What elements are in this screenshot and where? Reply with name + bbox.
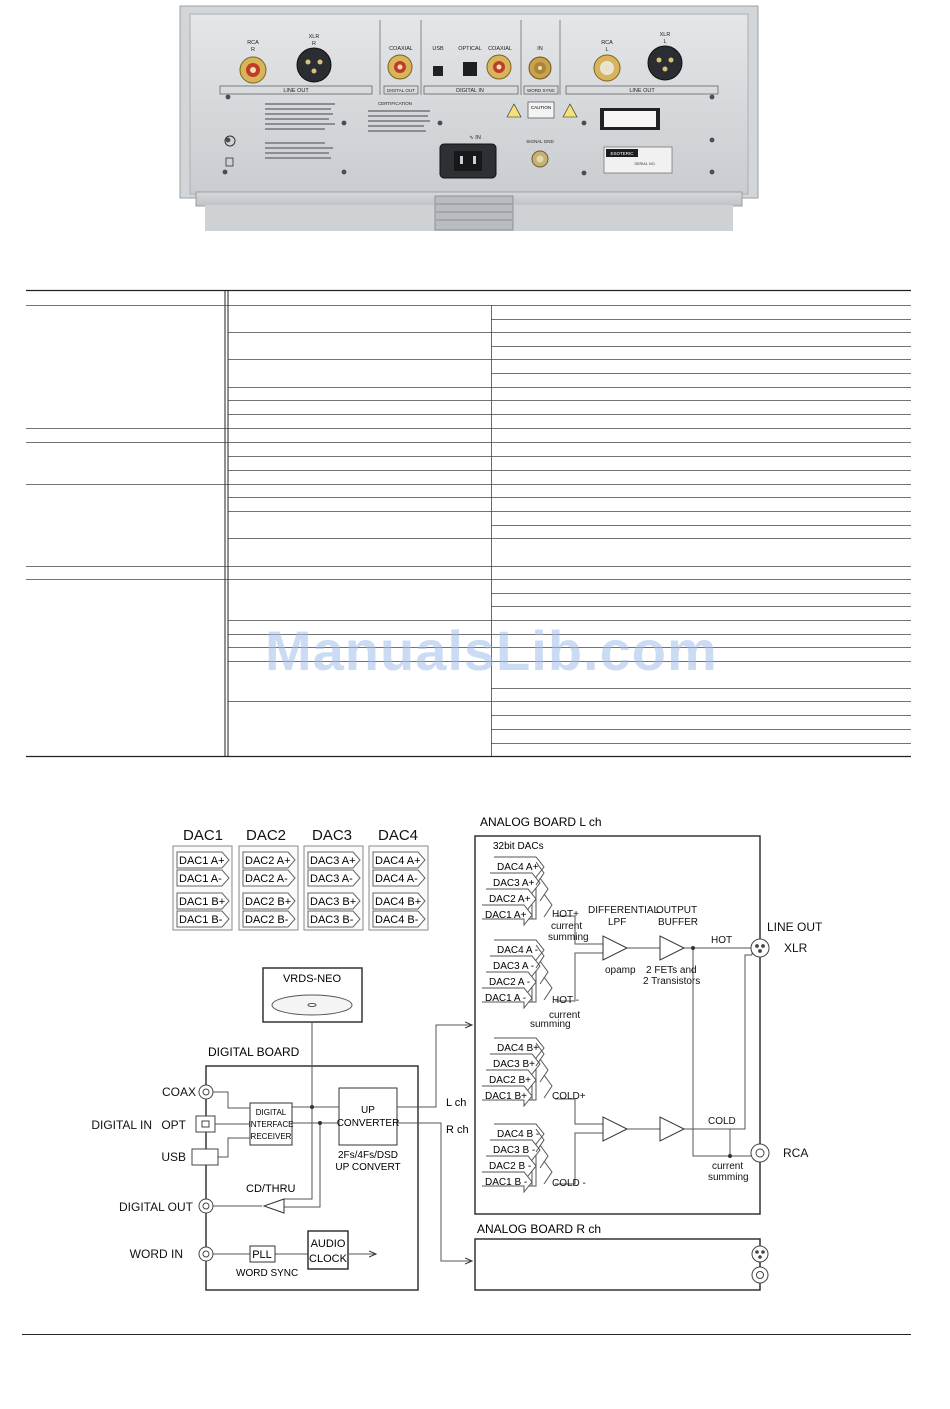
svg-text:L ch: L ch [446, 1097, 467, 1109]
output-buffer-cold-icon [660, 1117, 684, 1141]
analog-board-r-label: ANALOG BOARD R ch [477, 1222, 602, 1236]
svg-text:WORD SYNC: WORD SYNC [236, 1268, 299, 1279]
svg-text:current: current [549, 1010, 581, 1021]
svg-text:DIFFERENTIAL: DIFFERENTIAL [588, 905, 660, 916]
dac-stack-label: DAC3 A+ [493, 878, 535, 889]
svg-text:COLD: COLD [708, 1116, 736, 1127]
svg-text:CERTIFICATION: CERTIFICATION [377, 101, 413, 106]
dac-channel-label: DAC3 B- [310, 914, 354, 926]
svg-text:USB: USB [432, 46, 444, 52]
svg-text:R: R [312, 41, 316, 47]
dac-stack-label: DAC4 A - [497, 945, 539, 956]
svg-text:DIGITAL: DIGITAL [255, 1108, 287, 1117]
svg-text:LINE OUT: LINE OUT [767, 920, 823, 934]
svg-text:XLR: XLR [784, 941, 808, 955]
differential-lpf-hot-icon [603, 936, 627, 960]
svg-text:∿ IN: ∿ IN [469, 135, 481, 141]
svg-text:2 FETs and: 2 FETs and [646, 965, 697, 976]
svg-text:ESOTERIC: ESOTERIC [610, 151, 634, 156]
svg-text:CLOCK: CLOCK [309, 1253, 347, 1265]
differential-lpf-cold-icon [603, 1117, 627, 1141]
svg-text:PLL: PLL [252, 1249, 272, 1261]
svg-text:AUDIO: AUDIO [310, 1238, 346, 1250]
dac-channel-label: DAC2 A+ [245, 855, 291, 867]
dac-stack-label: DAC2 B - [489, 1161, 532, 1172]
vrds-neo-block [263, 968, 362, 1022]
svg-text:COLD+: COLD+ [552, 1091, 586, 1102]
svg-text:R: R [251, 47, 255, 53]
svg-text:opamp: opamp [605, 965, 636, 976]
svg-text:CAUTION: CAUTION [530, 105, 552, 110]
svg-text:USB: USB [161, 1150, 186, 1164]
dac-stack-label: DAC3 B - [493, 1145, 536, 1156]
dac-channel-label: DAC4 B- [375, 914, 419, 926]
svg-text:SIGNAL GND: SIGNAL GND [526, 139, 554, 144]
svg-text:L: L [663, 39, 667, 45]
svg-text:UP CONVERT: UP CONVERT [335, 1162, 401, 1173]
dac-stack-label: DAC1 A+ [485, 910, 527, 921]
dac-channel-label: DAC1 A- [179, 873, 222, 885]
svg-text:summing: summing [708, 1172, 749, 1183]
svg-text:COAXIAL: COAXIAL [488, 46, 512, 52]
svg-text:RECEIVER: RECEIVER [250, 1132, 292, 1141]
dac-stack-label: DAC1 B - [485, 1177, 528, 1188]
svg-text:WORD IN: WORD IN [129, 1247, 183, 1261]
svg-text:OPT: OPT [161, 1118, 186, 1132]
up-converter [339, 1088, 397, 1145]
svg-text:SERIAL NO.: SERIAL NO. [634, 162, 656, 166]
dac-channel-label: DAC2 B- [245, 914, 289, 926]
dac-channel-label: DAC3 A- [310, 873, 353, 885]
svg-text:32bit DACs: 32bit DACs [493, 841, 544, 852]
svg-text:OPTICAL: OPTICAL [458, 46, 482, 52]
dac-channel-label: DAC1 B+ [179, 896, 226, 908]
dac1-header: DAC1 [182, 827, 224, 844]
usb-jack-icon [192, 1149, 218, 1165]
svg-text:HOT -: HOT - [552, 995, 580, 1006]
svg-text:XLR: XLR [659, 32, 671, 38]
watermark: ManualsLib.com [265, 619, 718, 682]
svg-text:HOT: HOT [711, 935, 733, 946]
svg-text:2Fs/4Fs/DSD: 2Fs/4Fs/DSD [337, 1150, 399, 1161]
svg-text:XLR: XLR [308, 34, 320, 40]
stack-hot-plus [482, 857, 552, 925]
svg-text:RCA: RCA [247, 40, 259, 46]
footer-rule [22, 1334, 911, 1335]
dac-stack-label: DAC1 A - [485, 993, 527, 1004]
dac-channel-label: DAC3 B+ [310, 896, 357, 908]
svg-text:IN: IN [537, 46, 543, 52]
svg-text:WORD SYNC: WORD SYNC [527, 88, 555, 93]
dac3-header: DAC3 [311, 827, 353, 844]
dac-stack-label: DAC1 B+ [485, 1091, 527, 1102]
svg-text:R ch: R ch [446, 1124, 469, 1136]
cd-thru-buffer-icon [264, 1199, 284, 1213]
dac-channel-label: DAC4 A- [375, 873, 418, 885]
svg-text:HOT+: HOT+ [552, 909, 579, 920]
dac-stack-label: DAC3 B+ [493, 1059, 535, 1070]
dac-channel-label: DAC1 A+ [179, 855, 225, 867]
svg-text:2 Transistors: 2 Transistors [643, 976, 701, 987]
svg-text:summing: summing [530, 1019, 571, 1030]
dac-stack-label: DAC4 B - [497, 1129, 540, 1140]
svg-text:LINE OUT: LINE OUT [629, 88, 655, 94]
dac-channel-label: DAC4 A+ [375, 855, 421, 867]
svg-text:current: current [551, 921, 583, 932]
digital-board-label: DIGITAL BOARD [208, 1045, 300, 1059]
svg-text:DIGITAL OUT: DIGITAL OUT [118, 1200, 193, 1214]
svg-text:UP: UP [361, 1105, 375, 1116]
dac-channel-label: DAC4 B+ [375, 896, 422, 908]
analog-board-r [475, 1239, 760, 1290]
svg-text:DIGITAL OUT: DIGITAL OUT [387, 88, 415, 93]
analog-board-l-label: ANALOG BOARD L ch [480, 815, 602, 829]
svg-text:COAX: COAX [161, 1085, 196, 1099]
dac4-header: DAC4 [377, 827, 419, 844]
svg-text:CD/THRU: CD/THRU [246, 1183, 296, 1195]
svg-text:DIGITAL IN: DIGITAL IN [456, 88, 484, 94]
dac-stack-label: DAC2 A+ [489, 894, 531, 905]
svg-text:RCA: RCA [783, 1146, 809, 1160]
stack-cold-minus [482, 1124, 552, 1192]
svg-text:summing: summing [548, 932, 589, 943]
dac2-header: DAC2 [245, 827, 287, 844]
stack-hot-minus [482, 940, 552, 1008]
dac-channel-label: DAC1 B- [179, 914, 223, 926]
svg-text:LINE OUT: LINE OUT [283, 88, 309, 94]
dac2-card [239, 846, 298, 930]
dac-channel-label: DAC2 B+ [245, 896, 292, 908]
svg-text:DIGITAL IN: DIGITAL IN [91, 1118, 152, 1132]
svg-text:COLD -: COLD - [552, 1178, 586, 1189]
xlr-out-jack-icon [751, 939, 769, 957]
dac1-card [173, 846, 232, 930]
dac-stack-label: DAC2 B+ [489, 1075, 531, 1086]
svg-text:CONVERTER: CONVERTER [336, 1118, 400, 1129]
svg-text:RCA: RCA [601, 40, 613, 46]
svg-text:BUFFER: BUFFER [658, 917, 698, 928]
svg-text:L: L [605, 47, 609, 53]
dac3-card [304, 846, 363, 930]
xlr-r-out-jack-icon [752, 1246, 768, 1262]
dac-stack-label: DAC4 B+ [497, 1043, 539, 1054]
svg-text:COAXIAL: COAXIAL [389, 46, 413, 52]
dac4-card [369, 846, 428, 930]
dac-stack-label: DAC2 A - [489, 977, 531, 988]
svg-text:VRDS-NEO: VRDS-NEO [282, 973, 342, 985]
dac-channel-label: DAC3 A+ [310, 855, 356, 867]
svg-text:OUTPUT: OUTPUT [656, 905, 698, 916]
svg-text:current: current [712, 1161, 744, 1172]
svg-text:LPF: LPF [608, 917, 627, 928]
stack-cold-plus [482, 1038, 552, 1106]
dac-channel-label: DAC2 A- [245, 873, 288, 885]
svg-text:INTERFACE: INTERFACE [248, 1120, 294, 1129]
dac-stack-label: DAC3 A - [493, 961, 535, 972]
output-buffer-hot-icon [660, 936, 684, 960]
dac-stack-label: DAC4 A+ [497, 862, 539, 873]
